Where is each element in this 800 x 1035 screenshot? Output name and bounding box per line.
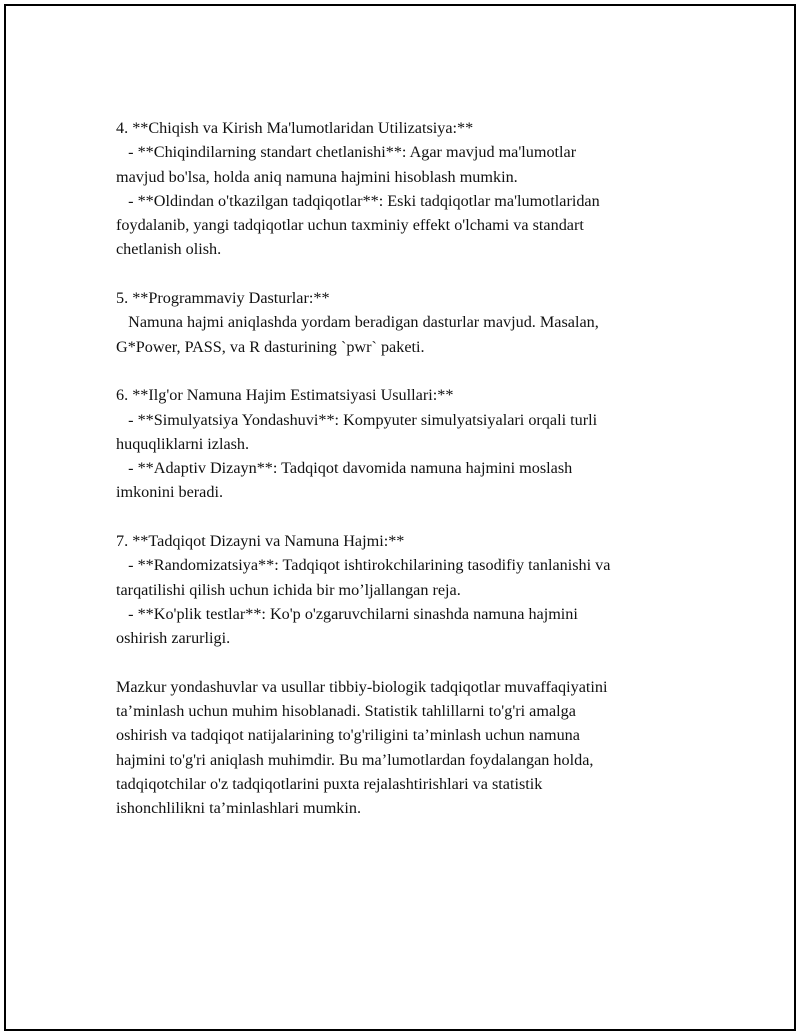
text-line: imkonini beradi. [116,483,223,502]
section-7-study-design [116,529,691,650]
text-line: hajmini to'g'ri aniqlash muhimdir. Bu ma’lumotlardan foydalangan holda, [116,750,594,769]
section-heading: 7. **Tadqiqot Dizayni va Namuna Hajmi:** [116,532,405,551]
text-line: tadqiqotchilar o'z tadqiqotlarini puxta rejalashtirishlari va statistik [116,775,543,794]
section-4-data-utilization [116,116,691,262]
text-line: oshirish va tadqiqot natijalarining to'g'riligini ta’minlash uchun namuna [116,726,580,745]
section-heading: 4. **Chiqish va Kirish Ma'lumotlaridan Utilizatsiya:** [116,119,474,137]
text-line: ta’minlash uchun muhim hisoblanadi. Statistik tahlillarni to'g'ri amalga [116,702,576,721]
text-line: Namuna hajmi aniqlashda yordam beradigan dasturlar mavjud. Masalan, [116,313,599,332]
text-line: mavjud bo'lsa, holda aniq namuna hajmini hisoblash mumkin. [116,167,518,186]
text-line: foydalanib, yangi tadqiqotlar uchun taxminiy effekt o'lchami va standart [116,216,584,235]
text-line: - **Simulyatsiya Yondashuvi**: Kompyuter simulyatsiyalari orqali turli [116,410,598,429]
text-line: chetlanish olish. [116,240,222,259]
text-line: ishonchlilikni ta’minlashlari mumkin. [116,799,362,818]
text-line: - **Chiqindilarning standart chetlanishi**: Agar mavjud ma'lumotlar [116,143,577,162]
section-5-software [116,286,691,359]
text-line: tarqatilishi qilish uchun ichida bir mo’ljallangan reja. [116,580,461,599]
section-6-advanced-methods [116,383,691,504]
text-line: oshirish zarurligi. [116,629,231,648]
text-line: - **Adaptiv Dizayn**: Tadqiqot davomida namuna hajmini moslash [116,459,573,478]
section-heading: 5. **Programmaviy Dasturlar:** [116,289,330,308]
text-line: - **Ko'plik testlar**: Ko'p o'zgaruvchilarni sinashda namuna hajmini [116,604,578,623]
conclusion-paragraph [116,675,691,821]
document-body [116,116,691,845]
text-line: - **Oldindan o'tkazilgan tadqiqotlar**: Eski tadqiqotlar ma'lumotlaridan [116,191,600,210]
text-line: Mazkur yondashuvlar va usullar tibbiy-biologik tadqiqotlar muvaffaqiyatini [116,677,608,696]
text-line: - **Randomizatsiya**: Tadqiqot ishtirokchilarining tasodifiy tanlanishi va [116,556,611,575]
section-heading: 6. **Ilg'or Namuna Hajim Estimatsiyasi Usullari:** [116,386,454,405]
text-line: huquqliklarni izlash. [116,434,250,453]
text-line: G*Power, PASS, va R dasturining `pwr` paketi. [116,337,425,356]
